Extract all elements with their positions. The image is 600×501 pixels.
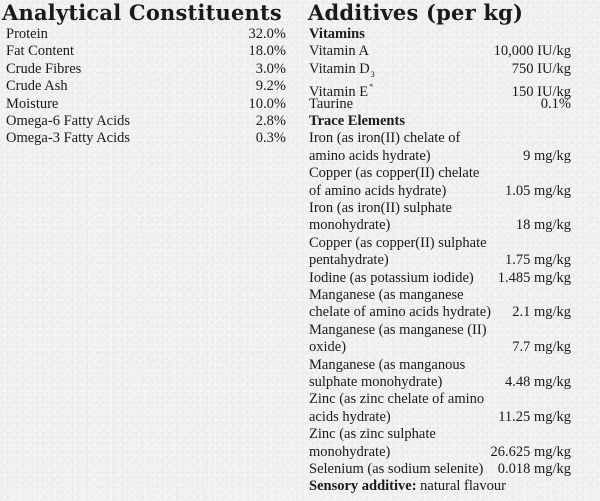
additives-section [307,0,571,496]
trace-element-row [307,391,571,426]
trace-element-name-line: Copper (as copper(II) chelate [309,165,480,182]
trace-element-name-line: acids hydrate) [309,408,391,425]
trace-element-name [309,200,452,235]
vitamin-value: 0.1% [540,95,571,112]
vitamin-name-text: Taurine [309,95,354,112]
constituent-name: Crude Ash [6,78,68,95]
trace-element-name [309,391,484,426]
trace-element-row [307,130,571,165]
trace-element-row [307,235,571,270]
vitamin-name-text: Vitamin E [309,84,369,101]
vitamin-value: 150 IU/kg [511,84,571,101]
trace-element-name [309,130,460,165]
trace-elements-list [307,130,571,478]
trace-elements-heading: Trace Elements [309,112,405,129]
vitamin-name-text: Vitamin A [309,43,369,60]
constituent-name: Omega-6 Fatty Acids [6,112,131,129]
trace-element-name-line: Iron (as iron(II) sulphate [309,199,452,216]
trace-element-value: 18 mg/kg [515,217,571,234]
trace-element-row [307,287,571,322]
trace-element-row [307,322,571,357]
vitamin-subscript: 3 [370,69,375,79]
constituent-value: 0.3% [255,130,286,147]
constituent-row [0,61,292,78]
vitamin-superscript: * [369,82,374,92]
constituent-name: Omega-3 Fatty Acids [6,130,131,147]
trace-element-value: 1.75 mg/kg [504,252,571,269]
vitamin-name-text: Vitamin D [309,60,370,77]
trace-element-row [307,200,571,235]
constituent-row [0,26,292,43]
vitamin-value: 10,000 IU/kg [493,43,571,60]
trace-element-value: 26.625 mg/kg [490,443,571,460]
trace-element-row [307,165,571,200]
trace-element-name-line: monohydrate) [309,217,391,234]
constituent-value: 10.0% [248,95,286,112]
constituent-name: Crude Fibres [6,60,82,77]
constituent-row [0,43,292,60]
vitamin-row [307,78,571,101]
analytical-constituents-section [0,0,292,148]
trace-element-value: 1.05 mg/kg [504,182,571,199]
trace-element-name [309,270,474,287]
constituent-row [0,78,292,95]
trace-element-name [309,287,491,322]
vitamin-value: 750 IU/kg [511,60,571,77]
vitamins-heading: Vitamins [309,26,365,42]
trace-element-row [307,357,571,392]
trace-element-row [307,426,571,461]
trace-element-name-line: amino acids hydrate) [309,147,431,164]
trace-element-name-line: chelate of amino acids hydrate) [309,304,491,321]
trace-element-value: 11.25 mg/kg [498,408,571,425]
trace-element-name-line: Selenium (as sodium selenite) [309,461,484,478]
constituent-row [0,96,292,113]
sensory-additive [307,478,571,495]
trace-element-name-line: Manganese (as manganese (II) [309,321,487,338]
trace-element-value: 2.1 mg/kg [512,304,571,321]
sensory-additive-label: Sensory additive: [309,478,417,495]
vitamin-name [309,96,353,113]
trace-element-name-line: monohydrate) [309,443,391,460]
constituent-value: 9.2% [255,78,286,95]
trace-element-name [309,426,436,461]
trace-element-name [309,322,487,357]
trace-element-value: 1.485 mg/kg [497,269,571,286]
constituent-value: 2.8% [255,112,286,129]
trace-element-name-line: of amino acids hydrate) [309,182,447,199]
constituent-name: Moisture [6,95,59,112]
trace-element-name-line: Zinc (as zinc chelate of amino [309,391,485,408]
trace-element-value: 7.7 mg/kg [512,339,571,356]
trace-element-value: 4.48 mg/kg [504,374,571,391]
trace-element-name [309,357,465,392]
vitamins-list [307,43,571,113]
constituent-row [0,113,292,130]
trace-element-name-line: oxide) [309,339,347,356]
analytical-constituents-list [0,26,292,148]
constituent-name: Fat Content [6,43,75,60]
trace-element-name-line: Iron (as iron(II) chelate of [309,130,461,147]
trace-element-row [307,270,571,287]
trace-element-value: 0.018 mg/kg [497,461,571,478]
constituent-value: 32.0% [248,26,286,42]
sensory-additive-value: natural flavour [420,478,506,495]
trace-element-name-line: pentahydrate) [309,252,389,269]
trace-element-name-line: Manganese (as manganese [309,287,464,303]
constituent-value: 18.0% [248,43,286,60]
trace-element-name-line: Zinc (as zinc sulphate [309,426,436,443]
vitamin-row [307,43,571,60]
constituent-row [0,130,292,147]
analytical-constituents-heading: Analytical Constituents [2,0,282,25]
trace-element-name-line: Manganese (as manganous [309,356,466,373]
constituent-value: 3.0% [255,60,286,77]
trace-element-name-line: sulphate monohydrate) [309,374,443,391]
trace-element-row [307,461,571,478]
trace-element-name [309,461,483,478]
vitamin-name [309,43,369,60]
trace-element-name-line: Copper (as copper(II) sulphate [309,234,487,251]
trace-element-name-line: Iodine (as potassium iodide) [309,269,474,286]
trace-element-value: 9 mg/kg [523,147,571,164]
constituent-name: Protein [6,26,48,42]
additives-heading: Additives (per kg) [308,0,524,25]
vitamin-row [307,61,571,78]
trace-element-name [309,165,479,200]
trace-element-name [309,235,487,270]
